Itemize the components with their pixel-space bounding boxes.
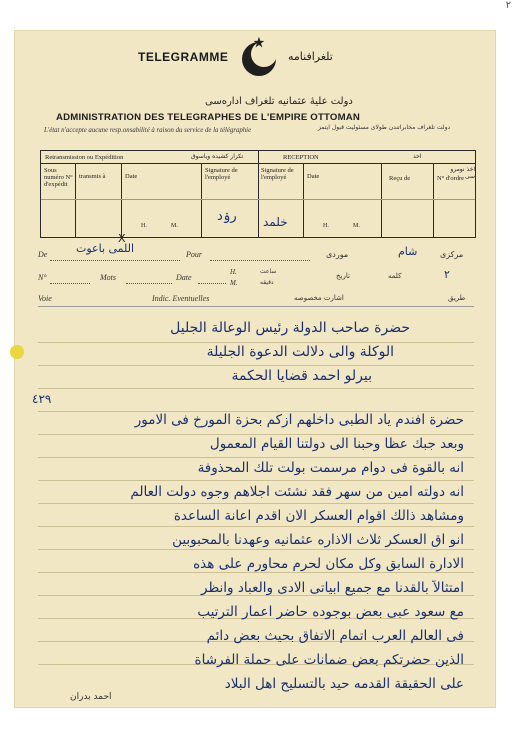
body-line: الذين حضرتكم بعض ضمانات على حملة الفرشاة bbox=[194, 652, 464, 668]
body-line: انه دولته امين من سهر فقد نشئت اجلاهم وجوه دولت العالم bbox=[130, 484, 464, 500]
section-reception-ar: اخذ bbox=[413, 153, 422, 160]
body-line: فى العالم العرب اتمام الاتفاق بحيث بعض دائم bbox=[206, 628, 464, 644]
col-no-ordre: N° d'ordre bbox=[437, 175, 465, 182]
field-kalime-ar: كلمه bbox=[388, 272, 402, 280]
body-line: على الحقيقة القدمه حيد بالتسليح اهل البلاد bbox=[224, 676, 464, 692]
handwritten-sender: اللمى باعوت bbox=[76, 242, 135, 255]
body-line: الادارة السابق وكل مكان لحرم محاورم على هذه bbox=[193, 556, 464, 572]
col-date-right: Date bbox=[307, 173, 320, 180]
minute-label-right: M. bbox=[353, 223, 360, 229]
handwritten-nomro: ٢ bbox=[444, 268, 450, 281]
col-sous-numero: Sous numéro N° d'expédit bbox=[44, 167, 73, 188]
administration-title-ar: دولت عليهٔ عثمانيه تلغراف ادارەسى bbox=[205, 96, 353, 107]
address-line-3: بيرلو احمد قضايا الحكمة bbox=[231, 368, 372, 384]
telegramme-title-ar: تلغرافنامه bbox=[288, 50, 333, 63]
minute-label-left: M. bbox=[171, 223, 178, 229]
crescent-star-icon bbox=[236, 36, 282, 82]
col-no-ordre-ar: اخذ نومرو سى bbox=[450, 166, 475, 180]
handwritten-signature-2: خلمد bbox=[263, 215, 288, 229]
field-mots: Mots bbox=[100, 273, 116, 282]
field-de: De bbox=[38, 250, 48, 259]
address-line-2: الوكلة والى دلالت الدعوة الجليلة bbox=[206, 344, 394, 360]
field-tarik-ar: طريق bbox=[448, 294, 466, 302]
col-signature-left: Signature de l'employé bbox=[205, 167, 238, 181]
body-line: انه بالقوة فى دوام مرسمت بولت تلك المحذوفة bbox=[197, 460, 464, 476]
body-line: امتثالاً بالقدنا مع جميع ابياتى الادى والعباد وانظر bbox=[201, 580, 464, 596]
field-markaz-ar: مركزى bbox=[440, 250, 464, 259]
serial-number: ٤٢٩ bbox=[32, 392, 52, 406]
body-line: انو اق العسكر ثلاث الاذاره عثمانيه وعهدنا بالمحبوبين bbox=[172, 532, 464, 548]
responsibility-note-ar: دولت تلغراف مخابراتندن طولاى مسئوليت قبول ايتمز bbox=[318, 124, 451, 131]
field-dakika-ar: دقيقه bbox=[260, 279, 274, 286]
punch-hole bbox=[10, 345, 24, 359]
body-line: وبعد جبك عظا وحبنا الى دولتنا القيام المعمول bbox=[209, 436, 464, 452]
field-isharat-ar: اشارت مخصوصه bbox=[294, 294, 344, 302]
administration-title: ADMINISTRATION DES TELEGRAPHES DE L'EMPIRE OTTOMAN bbox=[56, 112, 361, 123]
handwritten-signature-1: رۏد bbox=[217, 209, 237, 224]
field-mawradi-ar: موردى bbox=[326, 250, 349, 259]
col-date-left: Date bbox=[125, 173, 138, 180]
body-line: مع سعود عبى بعض بوجوده حاضر اعمار الترتيب bbox=[197, 604, 464, 620]
field-date: Date bbox=[176, 273, 192, 282]
corner-mark: ٢ bbox=[505, 0, 511, 11]
responsibility-note: L'état n'accepte aucune resp.onsabilité à raison du service de la télégraphie bbox=[44, 127, 252, 134]
field-saat-ar: ساعت bbox=[260, 268, 277, 275]
section-retransmission: Retransmission ou Expédition bbox=[45, 154, 124, 161]
header-brand bbox=[138, 36, 368, 84]
field-voie: Voie bbox=[38, 294, 52, 303]
col-transmis: transmis à bbox=[79, 173, 106, 180]
section-reception: RECEPTION bbox=[283, 154, 319, 161]
col-signature-right: Signature de l'employé bbox=[261, 167, 294, 181]
field-h: H. bbox=[230, 268, 237, 276]
telegramme-title: TELEGRAMME bbox=[138, 50, 229, 64]
handwritten-x: X bbox=[118, 232, 126, 245]
field-no: N° bbox=[38, 273, 47, 282]
field-pour: Pour bbox=[186, 250, 202, 259]
hour-label-left: H. bbox=[141, 223, 147, 229]
address-line-1: حضرة صاحب الدولة رئيس الوعالة الجليل bbox=[170, 320, 410, 336]
handwritten-markaz: شام bbox=[398, 245, 418, 258]
hour-label-right: H. bbox=[323, 223, 329, 229]
section-retransmission-ar: تكرار كشيده وياسوق bbox=[191, 153, 244, 160]
field-indic: Indic. Eventuelles bbox=[152, 294, 210, 303]
service-table bbox=[40, 150, 476, 238]
field-m: M. bbox=[230, 279, 238, 287]
body-line: حضرة افندم ياد الطبى داخلهم ازكم بحزة المورخ فى الامور bbox=[134, 412, 464, 428]
field-tarikh-ar: تاريخ bbox=[336, 272, 350, 280]
footer-handwriting: احمد بدران bbox=[70, 692, 112, 702]
body-line: ومشاهد ذالك اقوام العسكر الان اقدم اعانة الساعدة bbox=[173, 508, 464, 524]
col-recu-de: Reçu de bbox=[389, 175, 411, 182]
